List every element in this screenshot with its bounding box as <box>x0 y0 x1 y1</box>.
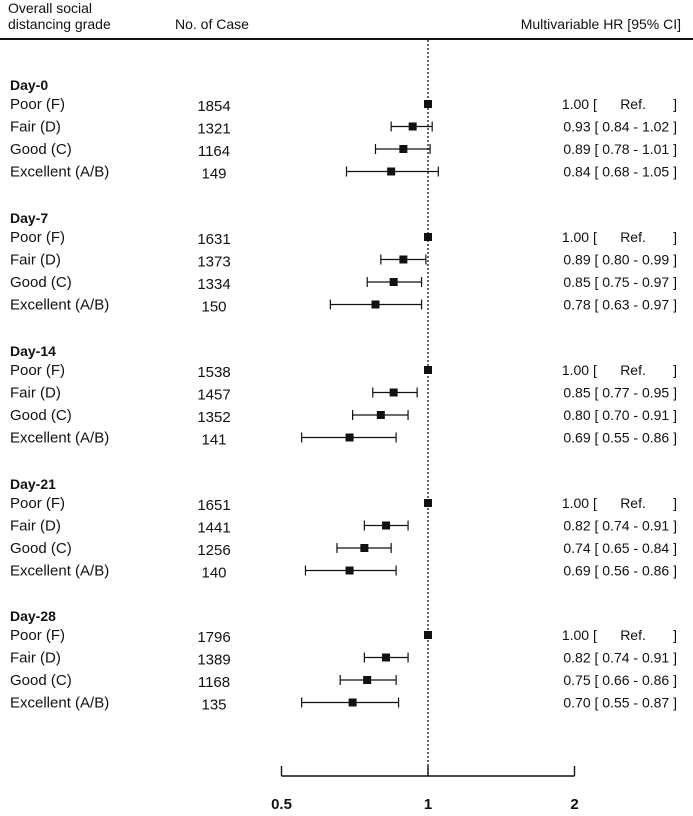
row-label: Fair (D) <box>10 251 61 269</box>
row-label: Excellent (A/B) <box>10 296 110 314</box>
hr-point <box>360 544 368 552</box>
hr-point <box>390 389 398 397</box>
row-hr-ci: 1.00 [ Ref. ] <box>561 495 677 511</box>
row-label: Fair (D) <box>10 384 61 402</box>
row-cases: 1256 <box>197 542 231 559</box>
row-hr-ci: 0.93 [ 0.84 - 1.02 ] <box>563 118 677 135</box>
row-label: Good (C) <box>10 141 72 158</box>
row-label: Poor (F) <box>10 362 66 379</box>
hr-point <box>424 233 432 241</box>
hr-point <box>409 123 417 131</box>
row-cases: 1352 <box>197 409 231 426</box>
row-label: Fair (D) <box>10 649 61 667</box>
row-cases: 1168 <box>197 674 231 691</box>
row-label: Fair (D) <box>10 118 61 136</box>
hr-point <box>424 631 432 639</box>
hr-point <box>399 145 407 153</box>
row-cases: 140 <box>201 564 227 582</box>
row-cases: 150 <box>201 298 227 316</box>
row-cases: 1321 <box>197 120 231 138</box>
row-label: Excellent (A/B) <box>10 562 110 580</box>
row-label: Poor (F) <box>10 96 66 113</box>
row-label: Excellent (A/B) <box>10 163 110 181</box>
row-label: Good (C) <box>10 407 72 424</box>
row-cases: 1389 <box>197 651 231 669</box>
row-label: Good (C) <box>10 672 72 689</box>
row-label: Excellent (A/B) <box>10 429 110 447</box>
group-title: Day-28 <box>10 608 56 624</box>
row-hr-ci: 0.85 [ 0.77 - 0.95 ] <box>563 384 677 401</box>
row-hr-ci: 1.00 [ Ref. ] <box>561 96 677 112</box>
hr-point <box>346 434 354 442</box>
group-title: Day-7 <box>10 210 49 226</box>
row-hr-ci: 0.85 [ 0.75 - 0.97 ] <box>563 274 677 290</box>
row-cases: 141 <box>201 431 227 449</box>
hr-point <box>371 301 379 309</box>
row-hr-ci: 0.78 [ 0.63 - 0.97 ] <box>563 296 677 313</box>
row-label: Poor (F) <box>10 627 66 644</box>
row-hr-ci: 1.00 [ Ref. ] <box>561 229 677 245</box>
row-hr-ci: 0.69 [ 0.55 - 0.86 ] <box>563 429 677 446</box>
hr-point <box>387 168 395 176</box>
grade-header-line1: Overall social <box>8 0 93 16</box>
hr-point <box>424 366 432 374</box>
hr-point <box>382 654 390 662</box>
row-cases: 1441 <box>197 519 231 537</box>
row-hr-ci: 0.74 [ 0.65 - 0.84 ] <box>563 540 677 556</box>
row-cases: 149 <box>201 165 227 183</box>
hr-column-header: Multivariable HR [95% CI] <box>520 16 681 32</box>
row-hr-ci: 0.69 [ 0.56 - 0.86 ] <box>563 562 677 579</box>
group-title: Day-14 <box>10 343 56 359</box>
row-cases: 1854 <box>197 98 231 115</box>
row-hr-ci: 0.84 [ 0.68 - 1.05 ] <box>563 163 677 180</box>
hr-point <box>390 278 398 286</box>
row-cases: 1631 <box>197 231 231 248</box>
row-label: Excellent (A/B) <box>10 694 110 712</box>
row-hr-ci: 0.80 [ 0.70 - 0.91 ] <box>563 407 677 423</box>
row-cases: 1538 <box>197 364 231 381</box>
row-cases: 1796 <box>197 629 231 646</box>
row-hr-ci: 0.89 [ 0.80 - 0.99 ] <box>563 251 677 268</box>
row-label: Poor (F) <box>10 229 66 246</box>
x-tick-label: 1 <box>423 796 433 813</box>
hr-point <box>346 567 354 575</box>
hr-point <box>399 256 407 264</box>
row-cases: 1373 <box>197 253 231 271</box>
row-hr-ci: 0.89 [ 0.78 - 1.01 ] <box>563 141 677 157</box>
row-cases: 1164 <box>197 143 231 160</box>
row-label: Good (C) <box>10 540 72 557</box>
hr-point <box>377 411 385 419</box>
row-hr-ci: 0.82 [ 0.74 - 0.91 ] <box>563 649 677 666</box>
row-hr-ci: 1.00 [ Ref. ] <box>561 362 677 378</box>
row-hr-ci: 0.75 [ 0.66 - 0.86 ] <box>563 672 677 688</box>
row-cases: 1457 <box>197 386 231 404</box>
row-hr-ci: 1.00 [ Ref. ] <box>561 627 677 643</box>
group-title: Day-0 <box>10 77 49 93</box>
grade-header-line2: distancing grade <box>8 16 111 32</box>
row-label: Fair (D) <box>10 517 61 535</box>
row-hr-ci: 0.82 [ 0.74 - 0.91 ] <box>563 517 677 534</box>
row-cases: 1334 <box>197 276 231 293</box>
hr-point <box>363 676 371 684</box>
hr-point <box>349 699 357 707</box>
x-tick-label: 0.5 <box>271 796 292 813</box>
hr-point <box>424 100 432 108</box>
hr-point <box>424 499 432 507</box>
cases-column-header: No. of Case <box>175 16 249 32</box>
hr-point <box>382 522 390 530</box>
group-title: Day-21 <box>10 476 56 492</box>
x-tick-label: 2 <box>570 796 579 813</box>
row-hr-ci: 0.70 [ 0.55 - 0.87 ] <box>563 694 677 711</box>
row-label: Poor (F) <box>10 495 66 512</box>
row-cases: 1651 <box>197 497 231 514</box>
row-label: Good (C) <box>10 274 72 291</box>
row-cases: 135 <box>201 696 227 714</box>
